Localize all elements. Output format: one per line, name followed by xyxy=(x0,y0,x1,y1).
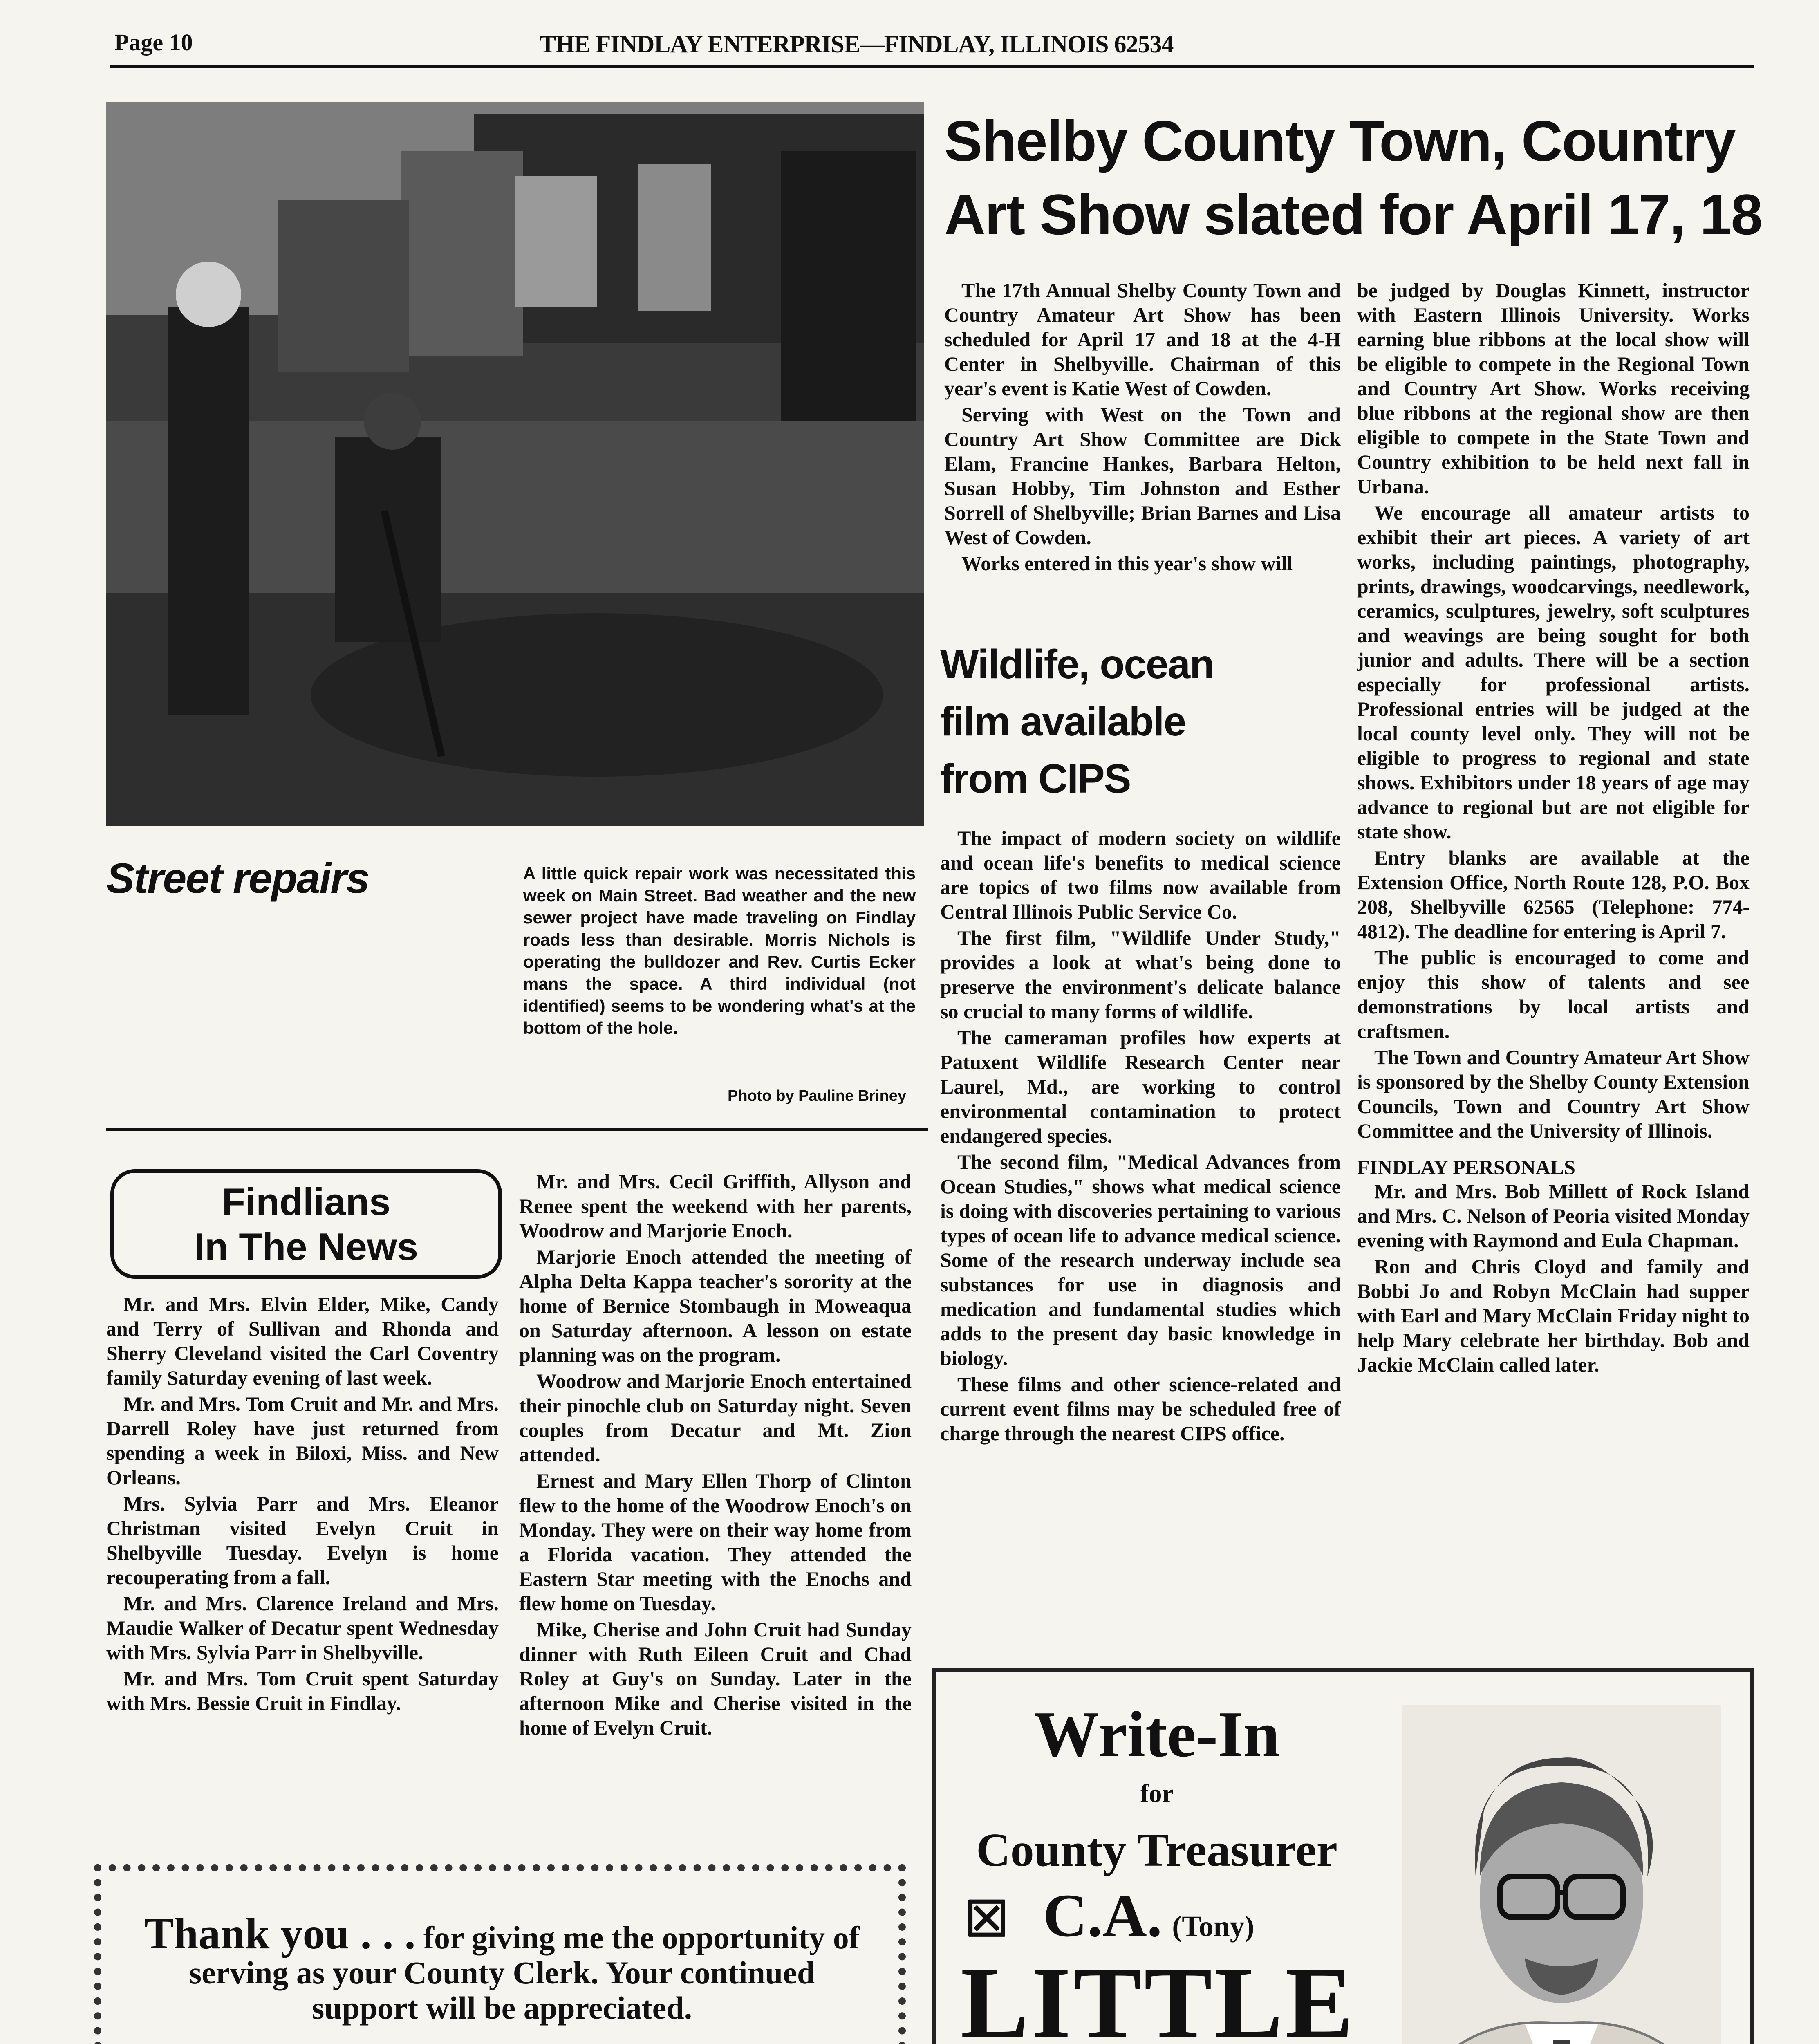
street-repairs-caption: A little quick repair work was necessitated this week on Main Street. Bad weather and the new sewer project have made traveling on Findlay roads less than desirable. Morris Nichols is operating the bulldozer and Rev. Curtis Ecker mans the space. A third individual (not identified) seems to be wondering what's at the bottom of the hole. xyxy=(523,864,916,1038)
little-nickname: (Tony) xyxy=(1172,1910,1254,1943)
wildlife-para: These films and other science-related and current event films may be scheduled free of charge through the nearest CIPS office. xyxy=(940,1373,1341,1445)
header-rule xyxy=(110,65,1754,68)
findlians-title-2: In The News xyxy=(194,1225,419,1268)
campbell-ad xyxy=(94,1864,906,2044)
art-show-para: We encourage all amateur artists to exhibit their art pieces. A variety of art works, including paintings, photography, prints, drawings, woodcarvings, needlework, ceramics, sculptures, jewelry, soft sculptures and weavings are being sought for both junior and adults. There will be a section especially for professional artists. Professional entries will be judged at the local county level only. They will not be eligible to progress to regional and state shows. Exhibitors under 18 years of age may advance to regional but are not eligible for state show. xyxy=(1357,501,1750,843)
little-office: County Treasurer xyxy=(976,1824,1337,1876)
photo-credit: Photo by Pauline Briney xyxy=(728,1087,907,1105)
wildlife-headline-2: film available xyxy=(940,699,1186,744)
wildlife-col xyxy=(940,826,1341,1447)
findlians-para: Woodrow and Marjorie Enoch entertained their pinochle club on Saturday night. Seven couples from Decatur and Mt. Zion attended. xyxy=(519,1369,912,1466)
art-show-headline-2: Art Show slated for April 17, 18 xyxy=(944,182,1762,247)
wildlife-para: The second film, "Medical Advances from Ocean Studies," shows what medical science is doing with discoveries pertaining to various types of ocean life to advance medical science. Some of the research underway include sea substances for use in diagnosis and medication and fundamental studies which adds to the present day basic knowledge in biology. xyxy=(940,1150,1341,1369)
masthead: THE FINDLAY ENTERPRISE—FINDLAY, ILLINOIS 62534 xyxy=(540,31,1174,58)
findlians-title-box xyxy=(110,1169,502,1279)
street-repairs-photo xyxy=(106,102,924,826)
campbell-thanks xyxy=(138,1910,866,2026)
page-label: Page 10 xyxy=(114,29,193,56)
findlians-para: Mr. and Mrs. Tom Cruit spent Saturday with Mrs. Bessie Cruit in Findlay. xyxy=(106,1667,499,1715)
art-show-para: Entry blanks are available at the Extension Office, North Route 128, P.O. Box 208, Shelbyville 62565 (Telephone: 774-4812). The deadline for entering is April 7. xyxy=(1357,846,1750,943)
wildlife-para: The first film, "Wildlife Under Study," provides a look at what's being done to preserve the environment's delicate balance so crucial to many forms of wildlife. xyxy=(940,926,1341,1023)
wildlife-headline-1: Wildlife, ocean xyxy=(940,641,1214,687)
art-show-headline-1: Shelby County Town, Country xyxy=(944,109,1735,173)
findlians-para: Mr. and Mrs. Clarence Ireland and Mrs. Maudie Walker of Decatur spent Wednesday with Mrs. Sylvia Parr in Shelbyville. xyxy=(106,1592,499,1664)
findlians-para: Mr. and Mrs. Elvin Elder, Mike, Candy and Terry of Sullivan and Rhonda and Sherry Cleveland visited the Carl Coventry family Saturday evening of last week. xyxy=(106,1293,499,1389)
little-initials-row xyxy=(965,1880,1254,1951)
street-repairs-title: Street repairs xyxy=(106,855,369,902)
findlians-para: Ernest and Mary Ellen Thorp of Clinton flew to the home of the Woodrow Enoch's on Monday. They were on their way home from a Florida vacation. They attended the Eastern Star meeting with the Enochs and flew home on Tuesday. xyxy=(519,1469,912,1615)
section-rule-left xyxy=(106,1128,928,1131)
wildlife-para: The cameraman profiles how experts at Patuxent Wildlife Research Center near Laurel, Md., are working to control environmental contamination to protect endangered species. xyxy=(940,1026,1341,1147)
street-photo-graphic xyxy=(106,102,924,826)
personals-para: Mr. and Mrs. Bob Millett of Rock Island and Mrs. C. Nelson of Peoria visited Monday evening with Raymond and Eula Chapman. xyxy=(1357,1180,1750,1252)
art-show-para: Serving with West on the Town and Country Art Show Committee are Dick Elam, Francine Hankes, Barbara Helton, Susan Hobby, Tim Johnston and Esther Sorrell of Shelbyville; Brian Barnes and Lisa West of Cowden. xyxy=(944,403,1341,549)
findlians-para: Mike, Cherise and John Cruit had Sunday dinner with Ruth Eileen Cruit and Chad Roley at Guy's on Sunday. Later in the afternoon Mike and Cherise visited in the home of Evelyn Cruit. xyxy=(519,1618,912,1739)
little-surname: LITTLE xyxy=(961,1946,1356,2044)
personals-para: Ron and Chris Cloyd and family and Bobbi Jo and Robyn McClain had supper with Earl and Mary McClain Friday night to help Mary celebrate her birthday. Bob and Jackie McClain called later. xyxy=(1357,1255,1750,1376)
personals-heading: FINDLAY PERSONALS xyxy=(1357,1156,1575,1179)
findlians-para: Mr. and Mrs. Tom Cruit and Mr. and Mrs. Darrell Roley have just returned from spending a week in Biloxi, Miss. and New Orleans. xyxy=(106,1392,499,1489)
thank-you: Thank you . . . xyxy=(144,1910,416,1958)
findlians-title-1: Findlians xyxy=(222,1180,391,1223)
little-portrait-graphic xyxy=(1402,1705,1721,2044)
little-initials: C.A. xyxy=(1043,1882,1163,1950)
art-show-para: Works entered in this year's show will xyxy=(961,552,1293,575)
findlians-para: Mrs. Sylvia Parr and Mrs. Eleanor Christman visited Evelyn Cruit in Shelbyville Tuesday. Evelyn is home recouperating from a fall. xyxy=(106,1492,499,1589)
art-show-para: The public is encouraged to come and enjoy this show of talents and see demonstrations by local artists and craftsmen. xyxy=(1357,946,1750,1042)
art-show-para: be judged by Douglas Kinnett, instructor with Eastern Illinois University. Works earning blue ribbons at the local show will be eligible to compete in the Regional Town and Country Art Show. Works receiving blue ribbons at the regional show are then eligible to compete in the State Town and Country exhibition to be held next fall in Urbana. xyxy=(1357,279,1750,498)
art-show-col2 xyxy=(1357,278,1750,1378)
wildlife-headline-3: from CIPS xyxy=(940,756,1131,802)
findlians-col1 xyxy=(106,1292,499,1717)
wildlife-para: The impact of modern society on wildlife and ocean life's benefits to medical science are topics of two films now available from Central Illinois Public Service Co. xyxy=(940,827,1341,923)
art-show-para: The 17th Annual Shelby County Town and Country Amateur Art Show has been scheduled for April 17 and 18 at the 4-H Center in Shelbyville. Chairman of this year's event is Katie West of Cowden. xyxy=(944,279,1341,400)
findlians-para: Marjorie Enoch attended the meeting of Alpha Delta Kappa teacher's sorority at the home of Bernice Stombaugh in Moweaqua on Saturday afternoon. A lesson on estate planning was on the program. xyxy=(519,1245,912,1366)
write-in-heading: Write-In xyxy=(1034,1698,1280,1771)
little-ad xyxy=(932,1668,1754,2044)
findlians-para: Mr. and Mrs. Cecil Griffith, Allyson and Renee spent the weekend with her parents, Woodrow and Marjorie Enoch. xyxy=(519,1170,912,1242)
thank-you-rest: for giving me the opportunity of serving as your County Clerk. Your continued support will be appreciated. xyxy=(189,1920,860,2026)
little-portrait xyxy=(1402,1705,1721,2044)
art-show-col1 xyxy=(944,278,1341,577)
art-show-para: The Town and Country Amateur Art Show is sponsored by the Shelby County Extension Councils, Town and Country Art Show Committee and the University of Illinois. xyxy=(1357,1046,1750,1142)
findlians-col2 xyxy=(519,1169,912,1741)
checkbox-icon: ☒ xyxy=(965,1892,1009,1947)
little-for: for xyxy=(1140,1779,1174,1808)
